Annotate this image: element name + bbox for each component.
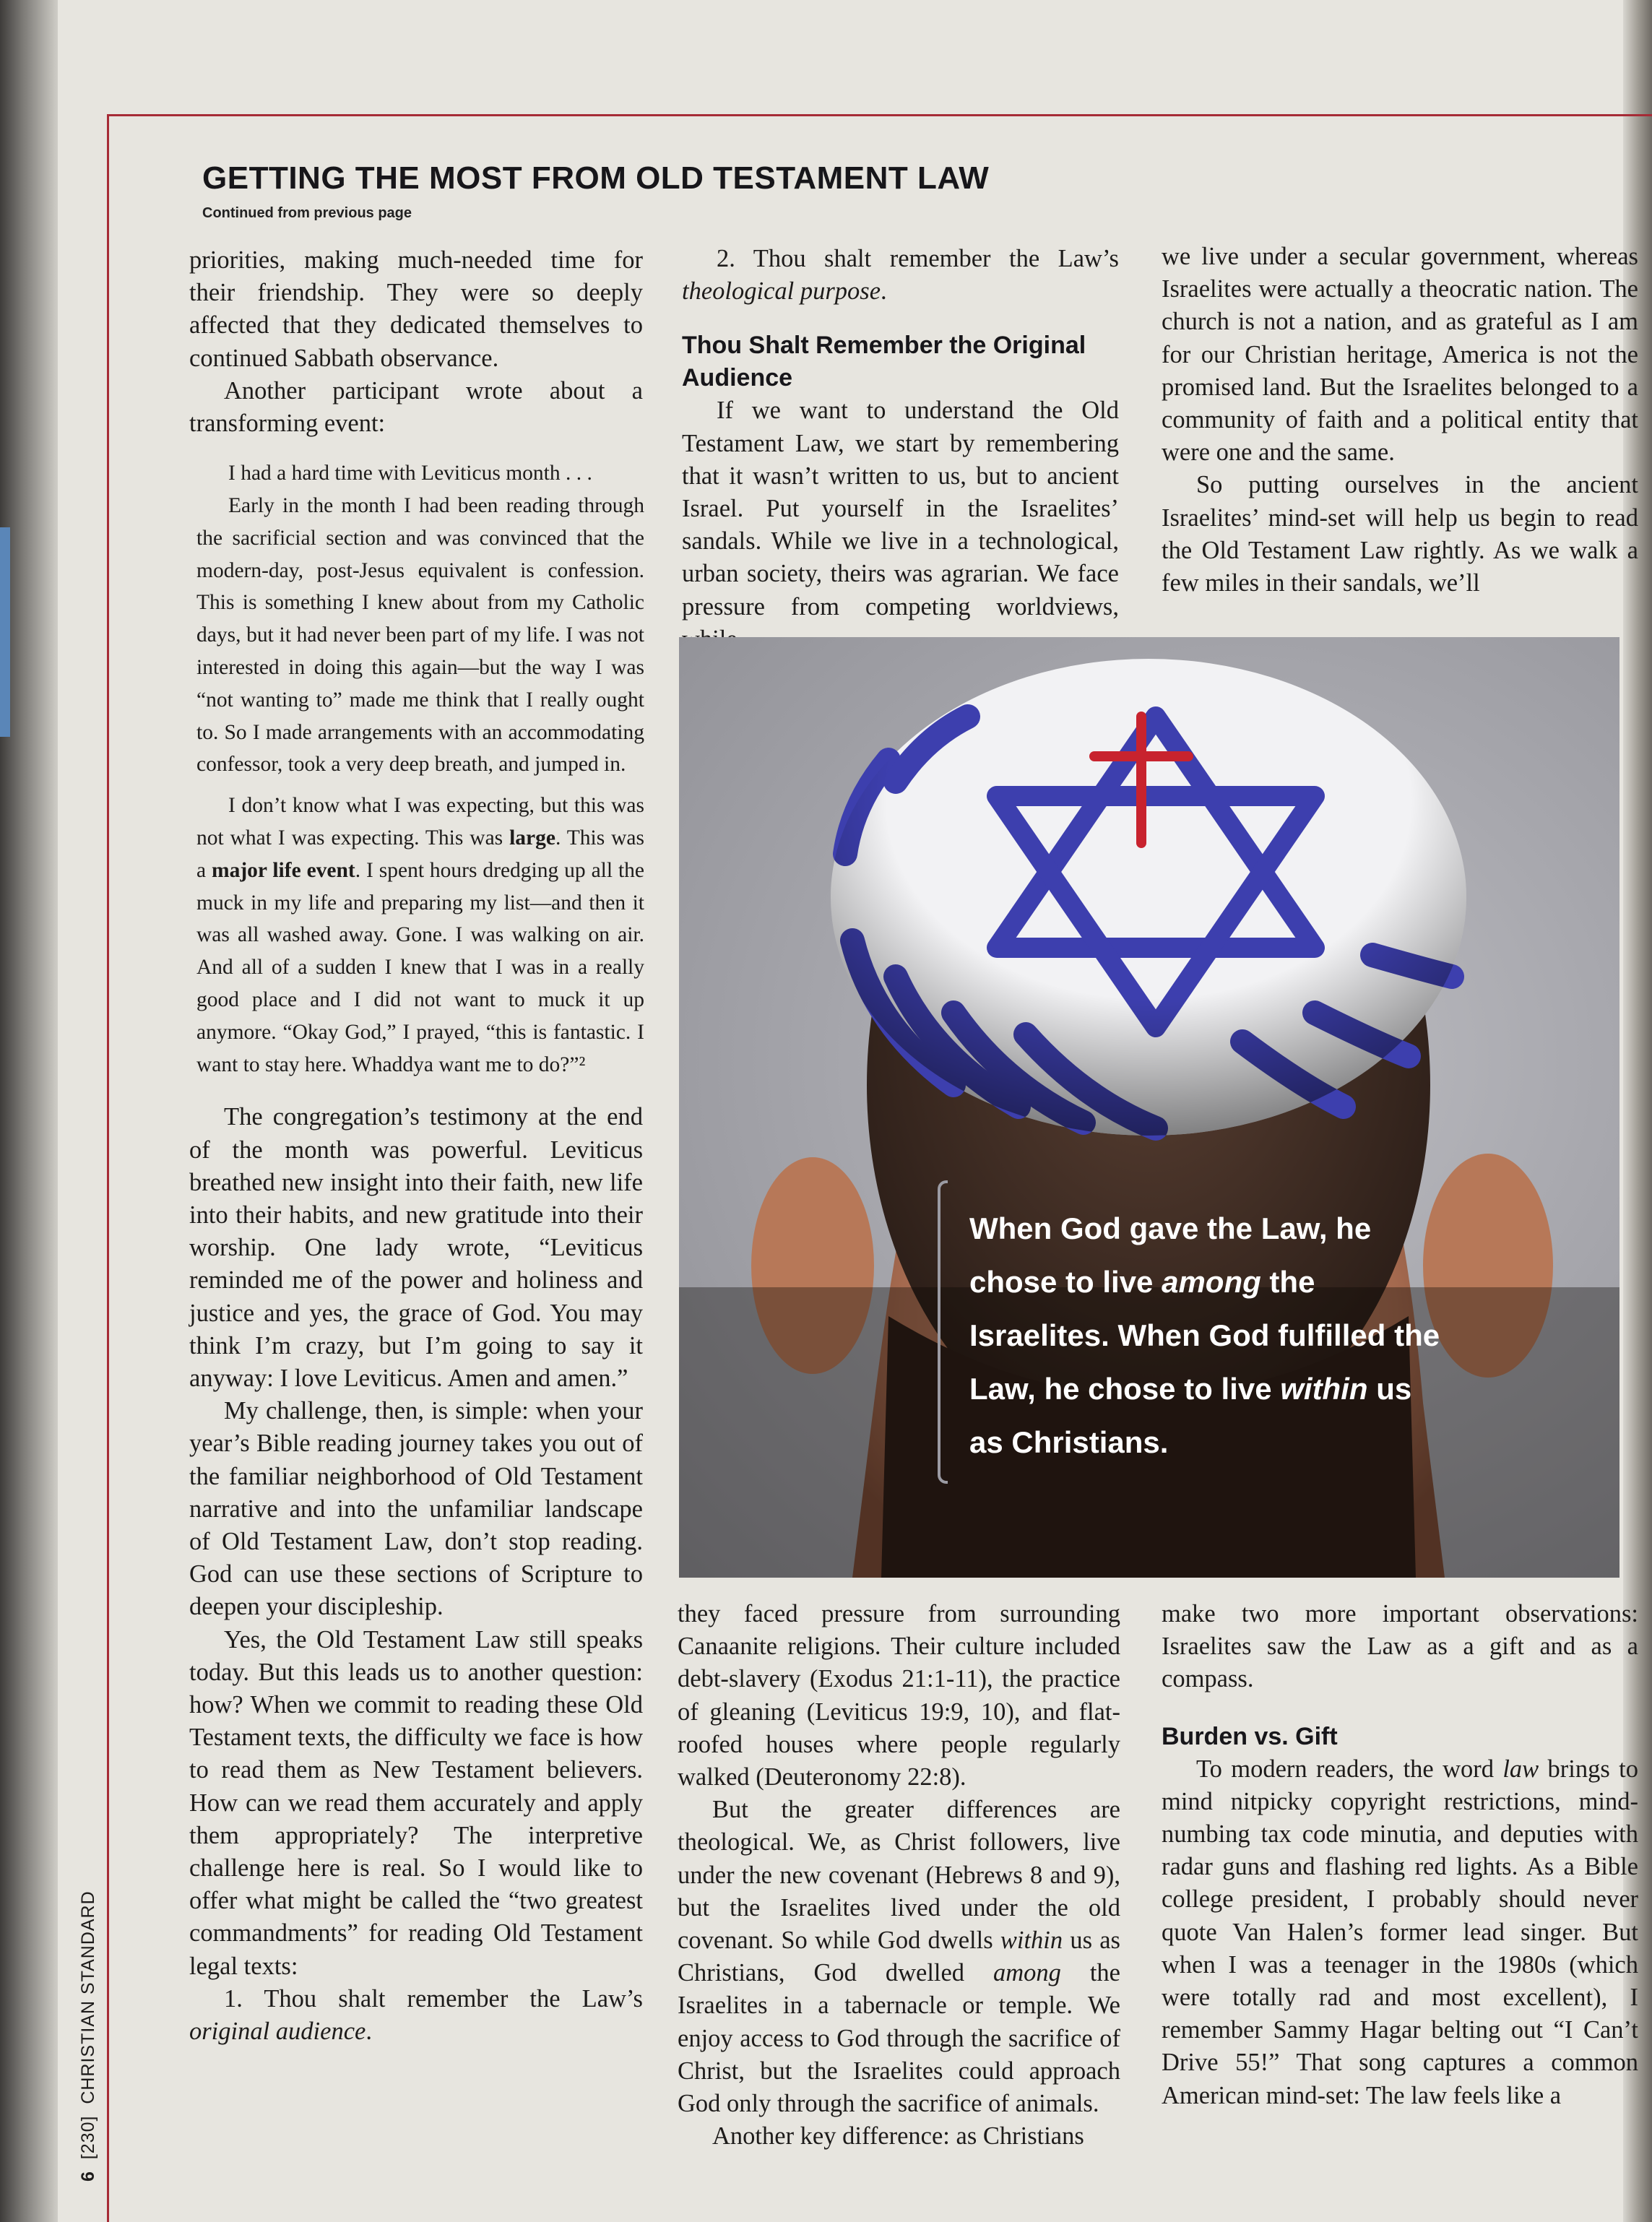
commandment-2: 2. Thou shalt remember the Law’s theological purpose. xyxy=(682,245,1119,306)
column-2-bottom xyxy=(678,1598,1120,2153)
page-tab-edge xyxy=(0,527,10,737)
column-1 xyxy=(189,244,643,2048)
commandment-1: 1. Thou shalt remember the Law’s original audience. xyxy=(189,1984,643,2046)
column-2-top xyxy=(682,243,1119,656)
section-heading-burden-vs-gift: Burden vs. Gift xyxy=(1162,1722,1338,1750)
paragraph: they faced pressure from surrounding Canaanite religions. Their culture included debt-slavery (Exodus 21:1-11), the practice of gleaning (Leviticus 19:9, 10), and flat-roofed houses where people regularly walked (Deuteronomy 22:8). xyxy=(678,1600,1120,1791)
folio-issue-page: [230] xyxy=(78,2115,98,2160)
paragraph: So putting ourselves in the ancient Israelites’ mind-set will help us begin to read the Old Testament Law rightly. As we walk a few miles in their sandals, we’ll xyxy=(1162,471,1638,597)
paragraph: Another participant wrote about a transforming event: xyxy=(189,376,643,438)
folio xyxy=(75,1890,98,2184)
paragraph: My challenge, then, is simple: when your year’s Bible reading journey takes you out of the familiar neighborhood of Old Testament narrative and into the unfamiliar landscape of Old Testament Law, don’t stop reading. God can use these sections of Scripture to deepen your discipleship. xyxy=(189,1397,643,1621)
paragraph: priorities, making much-needed time for their friendship. They were so deeply affected that they dedicated themselves to continued Sabbath observance. xyxy=(189,246,643,372)
emphasis-major-life-event: major life event xyxy=(212,858,355,882)
paragraph: Yes, the Old Testament Law still speaks today. But this leads us to another question: how? When we commit to reading these Old Testament texts, the difficulty we face is how to read them as New Testament believers. How can we read them accurately and apply them appropriately? The interpretive challenge here is real. So I would like to offer what might be called the “two greatest commandments” for reading Old Testament legal texts: xyxy=(189,1625,643,1980)
section-heading-original-audience: Thou Shalt Remember the Original Audience xyxy=(682,332,1086,392)
emphasis-large: large xyxy=(509,826,555,850)
continued-note: Continued from previous page xyxy=(202,205,412,221)
quote-paragraph: Early in the month I had been reading through the sacrificial section and was convinced that the modern-day, post-Jesus equivalent is confession. This is something I knew about from my Catholic days, but it had never been part of my life. I was not interested in doing this again—but the way I was “not wanting to” made me think that I really ought to. So I made arrangements with an accommodating confessor, took a very deep breath, and jumped in. xyxy=(196,494,644,777)
folio-publication: CHRISTIAN STANDARD xyxy=(78,1890,98,2104)
paragraph: To modern readers, the word law brings to mind nitpicky copyright restrictions, mind-numbing tax code minutia, and deputies with radar guns and flashing red lights. As a Bible college president, I probably should never quote Van Halen’s former lead singer. But when I was a teenager in the 1980s (which were totally rad and most excellent), I remember Sammy Hagar belting out “I Can’t Drive 55!” That song captures a common American mind-set: The law feels like a xyxy=(1162,1755,1638,2109)
column-3-bottom xyxy=(1162,1598,1638,2112)
article-title: GETTING THE MOST FROM OLD TESTAMENT LAW xyxy=(202,160,990,196)
kippah-shading xyxy=(831,659,1466,1136)
paragraph: we live under a secular government, whereas Israelites were actually a theocratic nation. The church is not a nation, and as grateful as I am for our Christian heritage, America is not the promised land. But the Israelites belonged to a community of faith and a political entity that were one and the same. xyxy=(1162,243,1638,467)
pull-quote-text: When God gave the Law, he chose to live among the Israelites. When God fulfilled the Law, he chose to live within us as Christians. xyxy=(969,1211,1440,1459)
paragraph: Another key difference: as Christians xyxy=(712,2122,1084,2150)
column-3-top xyxy=(1162,241,1638,600)
pull-quote-bracket xyxy=(938,1180,948,1484)
paragraph: If we want to understand the Old Testament Law, we start by remembering that it wasn’t written to us, but to ancient Israel. Put yourself in the Israelites’ sandals. While we live in a technological, urban society, theirs was agrarian. We face pressure from competing worldviews, xyxy=(682,397,1119,621)
block-quote xyxy=(196,457,644,1081)
paragraph: But the greater differences are theological. We, as Christ followers, live under the new covenant (Hebrews 8 and 9), but the Israelites lived under the old covenant. So while God dwells within us as Christians, God dwelled among the Israelites in a tabernacle or temple. We enjoy access to God through the sacrifice of Christ, but the Israelites could approach God only through the sacrifice of animals. xyxy=(678,1796,1120,2118)
paragraph: make two more important observations: Israelites saw the Law as a gift and as a compass. xyxy=(1162,1600,1638,1693)
paragraph: The congregation’s testimony at the end of the month was powerful. Leviticus breathed new insight into their faith, new life into their habits, and new gratitude into their worship. One lady wrote, “Leviticus reminded me of the power and holiness and justice and yes, the grace of God. You may think I’m crazy, but I’m going to say it anyway: I love Leviticus. Amen and amen.” xyxy=(189,1103,643,1392)
pull-quote xyxy=(938,1180,1458,1484)
folio-page-number: 6 xyxy=(78,2171,98,2182)
binding-gutter xyxy=(0,0,58,2222)
quote-line: I had a hard time with Leviticus month . . . xyxy=(228,462,592,485)
quote-paragraph: I don’t know what I was expecting, but this was not what I was expecting. This was large. This was a major life event. I spent hours dredging up all the muck in my life and preparing my list—and then it was all washed away. Gone. I was walking on air. And all of a sudden I knew that I was in a really good place and I did not want to muck it up anymore. “Okay God,” I prayed, “this is fantastic. I want to stay here. Whaddya want me to do?”² xyxy=(196,794,644,1076)
